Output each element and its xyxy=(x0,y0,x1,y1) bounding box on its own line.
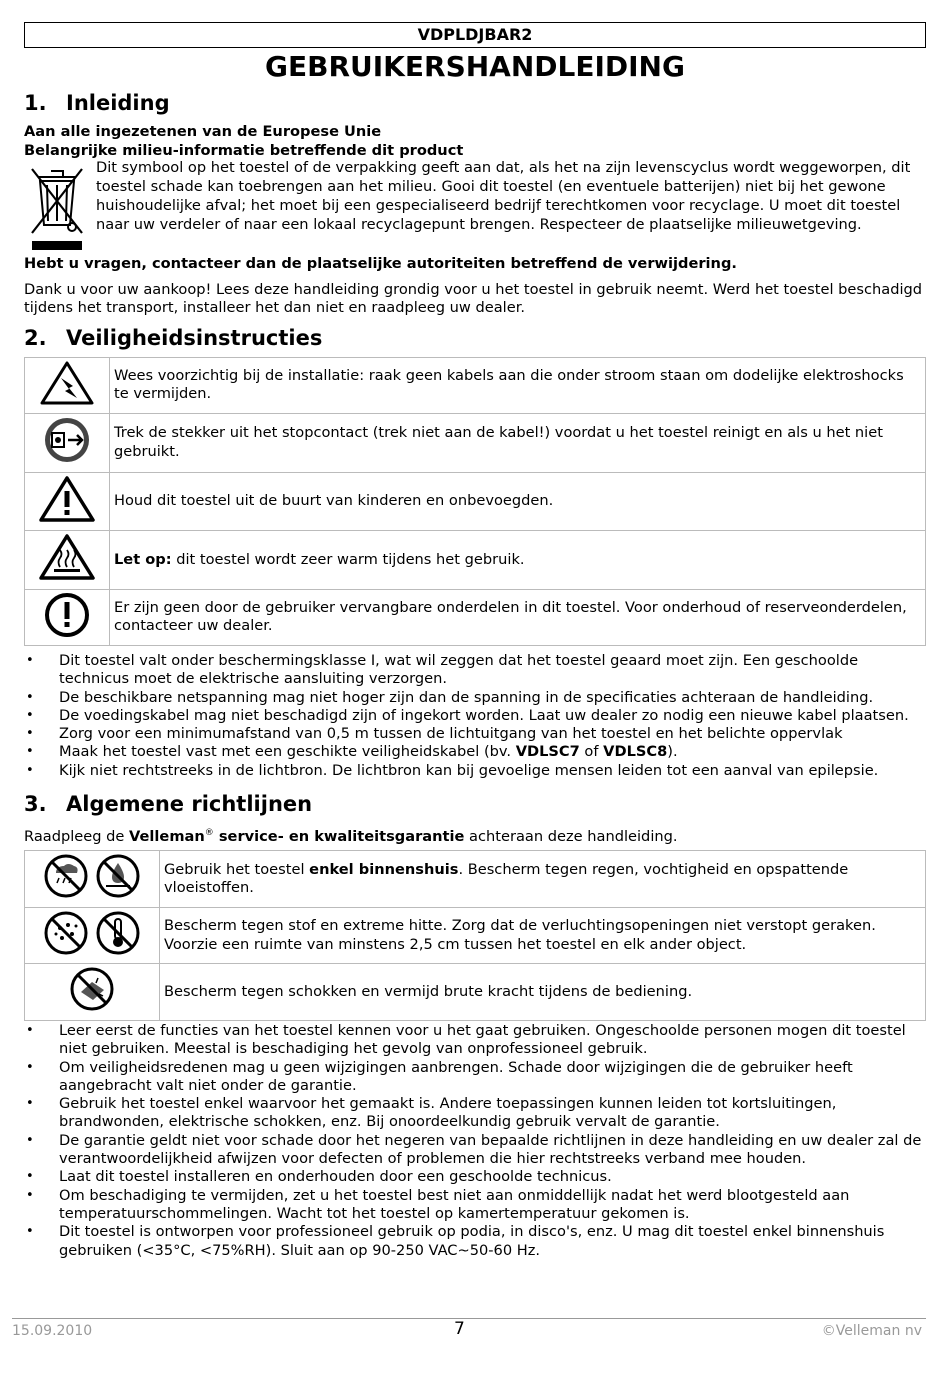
page-footer xyxy=(12,1318,926,1343)
section-title: Inleiding xyxy=(66,91,170,115)
safety-text: Houd dit toestel uit de buurt van kinderen en onbevoegden. xyxy=(110,472,926,531)
no-shock-icon xyxy=(68,966,116,1012)
row-emphasis: enkel binnenshuis xyxy=(309,860,459,878)
safety-row xyxy=(25,414,926,473)
section-number: 3. xyxy=(24,792,47,817)
list-item: • Laat dit toestel installeren en onderhouden door een geschoolde technicus. xyxy=(24,1168,926,1186)
guidelines-table xyxy=(24,850,926,1021)
list-item: • Zorg voor een minimumafstand van 0,5 m tussen de lichtuitgang van het toestel en het belichte oppervlak xyxy=(24,725,926,743)
bullet-text: of xyxy=(579,743,604,761)
general-warning-icon xyxy=(38,475,96,523)
list-item: • Dit toestel valt onder beschermingsklasse I, wat wil zeggen dat het toestel geaard moet zijn. Een geschoolde technicus moet de elektrische aansluiting verzorgen. xyxy=(24,652,926,689)
no-heat-icon xyxy=(94,910,142,956)
list-item: • Om beschadiging te vermijden, zet u het toestel best niet aan onmiddellijk nadat het werd blootgesteld aan temperatuurschommelingen. Wacht tot het toestel op kamertemperatuur gekomen is. xyxy=(24,1187,926,1224)
guideline-bullets xyxy=(24,1022,926,1260)
page-number: 7 xyxy=(454,1319,465,1339)
footer-date: 15.09.2010 xyxy=(12,1323,93,1339)
product-code: VDLSC8 xyxy=(603,743,668,761)
list-item: • Gebruik het toestel enkel waarvoor het gemaakt is. Andere toepassingen kunnen leiden tot kortsluitingen, brandwonden, elektrische schokken, enz. Bij onoordeelkundig gebruik vervalt de garantie. xyxy=(24,1095,926,1132)
env-info-heading: Belangrijke milieu-informatie betreffende dit product xyxy=(24,141,464,159)
manual-page xyxy=(24,22,926,1260)
safety-table xyxy=(24,357,926,647)
list-item xyxy=(24,743,926,761)
list-item: • Leer eerst de functies van het toestel kennen voor u het gaat gebruiken. Ongeschoolde personen mogen dit toestel niet gebruiken. Meestal is beschadiging het gevolg van onprofessioneel gebruik. xyxy=(24,1022,926,1059)
icon-cell xyxy=(25,851,160,908)
unplug-icon xyxy=(42,416,92,464)
list-item: • De garantie geldt niet voor schade door het negeren van bepaalde richtlijnen in deze handleiding en uw dealer zal de verantwoordelijkheid afwijzen voor defecten of problemen die hier rechtstreeks verband mee houden. xyxy=(24,1132,926,1169)
electric-shock-warning-icon xyxy=(39,360,95,406)
footer-copyright: ©Velleman nv xyxy=(821,1323,922,1339)
safety-row xyxy=(25,531,926,590)
contact-authorities: Hebt u vragen, contacteer dan de plaatselijke autoriteiten betreffend de verwijdering. xyxy=(24,255,737,272)
eu-residents-heading: Aan alle ingezetenen van de Europese Unie xyxy=(24,123,382,140)
guideline-row xyxy=(25,964,926,1021)
list-item: • Kijk niet rechtstreeks in de lichtbron. De lichtbron kan bij gevoelige mensen leiden tot een aanval van epilepsie. xyxy=(24,762,926,780)
section-title: Veiligheidsinstructies xyxy=(66,325,323,350)
guideline-text xyxy=(160,851,926,908)
guideline-row xyxy=(25,907,926,964)
section-1-heading xyxy=(24,89,926,117)
icon-cell xyxy=(25,907,160,964)
warranty-intro xyxy=(24,824,926,846)
bullet-text: Maak het toestel vast met een geschikte veiligheidskabel (bv. xyxy=(59,743,516,761)
weee-block xyxy=(24,160,926,256)
icon-cell xyxy=(25,472,110,531)
section-2-heading xyxy=(24,324,926,352)
product-code: VDLSC7 xyxy=(515,743,580,761)
icon-cell xyxy=(25,589,110,646)
hot-surface-icon xyxy=(38,533,96,581)
safety-row xyxy=(25,357,926,414)
weee-text: Dit symbool op het toestel of de verpakking geeft aan dat, als het na zijn levenscyclus wordt weggeworpen, dit toestel schade kan toebrengen aan het milieu. Gooi dit toestel (en eventuele batterijen) niet bij het gewone huishoudelijke afval; het moet bij een gespecialiseerd bedrijf terechtkomen voor recyclage. U moet dit toestel naar uw verdeler of naar een lokaal recyclagepunt brengen. Respecteer de plaatselijke milieuwetgeving. xyxy=(96,159,911,233)
no-splash-icon xyxy=(94,853,142,899)
safety-bullets xyxy=(24,652,926,780)
section-number: 1. xyxy=(24,91,47,115)
registered-mark: ® xyxy=(204,828,214,839)
list-item: • Om veiligheidsredenen mag u geen wijzigingen aanbrengen. Schade door wijzigingen die de gebruiker heeft aangebracht valt niet onder de garantie. xyxy=(24,1059,926,1096)
safety-text: Er zijn geen door de gebruiker vervangbare onderdelen in dit toestel. Voor onderhoud of reserveonderdelen, contacteer uw dealer. xyxy=(110,589,926,646)
warranty-name: service- en kwaliteitsgarantie xyxy=(213,827,465,845)
row-text: Gebruik het toestel xyxy=(164,860,310,878)
list-item: • De voedingskabel mag niet beschadigd zijn of ingekort worden. Laat uw dealer zo nodig een nieuwe kabel plaatsen. xyxy=(24,707,926,725)
guideline-row xyxy=(25,851,926,908)
caution-label: Let op: xyxy=(114,550,172,568)
guideline-text: Bescherm tegen stof en extreme hitte. Zorg dat de verluchtingsopeningen niet verstopt geraken. Voorzie een ruimte van minstens 2,5 cm tussen het toestel en elk ander object. xyxy=(160,907,926,964)
icon-cell xyxy=(25,964,160,1021)
safety-text: Wees voorzichtig bij de installatie: raak geen kabels aan die onder stroom staan om dodelijke elektroshocks te vermijden. xyxy=(110,357,926,414)
section-title: Algemene richtlijnen xyxy=(66,792,313,817)
section-number: 2. xyxy=(24,325,47,350)
safety-row xyxy=(25,472,926,531)
guideline-text: Bescherm tegen schokken en vermijd brute kracht tijdens de bediening. xyxy=(160,964,926,1021)
thanks-paragraph: Dank u voor uw aankoop! Lees deze handleiding grondig voor u het toestel in gebruik neemt. Werd het toestel beschadigd tijdens het transport, installeer het dan niet en raadpleeg uw dealer. xyxy=(24,280,923,316)
icon-cell xyxy=(25,531,110,590)
no-dust-icon xyxy=(42,910,90,956)
no-rain-icon xyxy=(42,853,90,899)
safety-text: Trek de stekker uit het stopcontact (trek niet aan de kabel!) voordat u het toestel reinigt en als u het niet gebruikt. xyxy=(110,414,926,473)
icon-cell xyxy=(25,414,110,473)
document-title: GEBRUIKERSHANDLEIDING xyxy=(265,50,685,83)
exclamation-circle-icon xyxy=(42,592,92,638)
list-item: • Dit toestel is ontworpen voor professioneel gebruik op podia, in disco's, enz. U mag dit toestel enkel binnenshuis gebruiken (<35°C, <75%RH). Sluit aan op 90-250 VAC~50-60 Hz. xyxy=(24,1223,926,1260)
model-header: VDPLDJBAR2 xyxy=(24,22,926,48)
intro-text: achteraan deze handleiding. xyxy=(464,827,678,845)
row-text: . Bescherm tegen regen, vochtigheid en opspattende vloeistoffen. xyxy=(164,860,849,897)
weee-bin-icon xyxy=(26,163,88,251)
bullet-text: ). xyxy=(667,743,678,761)
list-item: • De beschikbare netspanning mag niet hoger zijn dan de spanning in de specificaties achteraan de handleiding. xyxy=(24,689,926,707)
safety-text xyxy=(110,531,926,590)
brand-name: Velleman xyxy=(129,827,205,845)
intro-text: Raadpleeg de xyxy=(24,827,130,845)
caution-text: dit toestel wordt zeer warm tijdens het gebruik. xyxy=(171,550,525,568)
safety-row xyxy=(25,589,926,646)
icon-cell xyxy=(25,357,110,414)
section-3-heading xyxy=(24,790,926,818)
